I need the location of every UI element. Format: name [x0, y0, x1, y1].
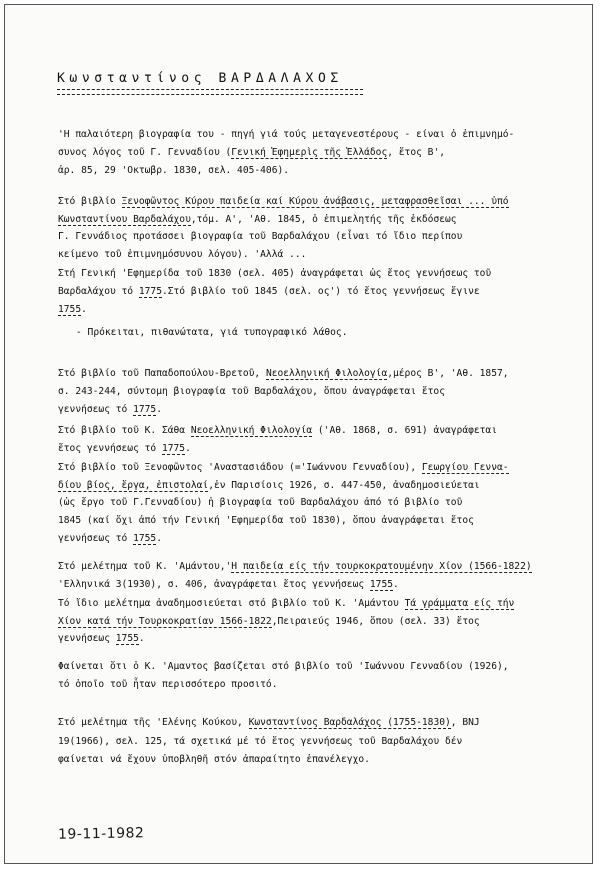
text-line: [58, 214, 457, 226]
underlined-title: Κωνσταντίνος Βαρδαλάχος (1755-1830): [248, 717, 451, 728]
underlined-title: 1755: [369, 579, 394, 590]
text-segment: Στή Γενική 'Εφημερίδα τοῦ 1830 (σελ. 405) ἀναγράφεται ὡς ἔτος γεννήσεως τοῦ: [58, 268, 492, 279]
text-line: [58, 147, 445, 159]
text-line: [58, 754, 370, 766]
underlined-title: 1755: [58, 304, 82, 315]
text-line: [58, 462, 509, 474]
text-segment: Στό βιβλίο: [58, 196, 122, 207]
text-segment: Γ. Γεννάδιος προτάσσει βιογραφία τοῦ Βαρδαλάχου (εἶναι τό ἴδιο περίπου: [58, 231, 463, 242]
text-segment: .: [393, 579, 399, 590]
underlined-title: 1755: [133, 533, 157, 544]
text-segment: .: [81, 304, 87, 315]
underlined-title: Νεοελληνική Φιλολογία: [265, 368, 388, 379]
text-line: [58, 386, 445, 398]
text-segment: Στό μελέτημα τοῦ Κ. 'Αμάντου,': [58, 561, 232, 572]
text-line: [58, 249, 306, 261]
text-segment: 'Η παλαιότερη βιογραφία του - πηγή γιά τούς μεταγενεστέρους - είναι ὁ ἐπιμνημό-: [58, 129, 515, 140]
underlined-title: Χίον κατά τήν Τουρκοκρατίαν 1566-1822: [58, 616, 272, 627]
title-double-rule-bottom: [57, 94, 363, 95]
text-line: [58, 598, 514, 610]
text-line: [58, 679, 278, 691]
underlined-title: 1775: [138, 286, 162, 297]
text-segment: ('Αθ. 1868, σ. 691) ἀναγράφεται: [312, 425, 497, 436]
text-line: [58, 579, 399, 591]
text-line: [58, 736, 462, 748]
text-segment: γεννήσεως: [58, 633, 116, 644]
underlined-title: 1775: [133, 404, 157, 415]
text-segment: Στό μελέτημα τῆς 'Ελένης Κούκου,: [58, 717, 249, 728]
text-segment: ,μέρος Β', 'Αθ. 1857,: [387, 368, 509, 379]
text-line: [58, 268, 491, 280]
document-title: Κωνσταντίνος ΒΑΡΔΑΛΑΧΟΣ: [57, 71, 343, 86]
text-segment: ἀρ. 85, 29 'Οκτωβρ. 1830, σελ. 405-406).: [58, 165, 290, 176]
text-line: [58, 717, 480, 729]
underlined-title: Ξενοφῶντος Κύρου παιδεία καί Κύρου ἀνάβασις, μεταφρασθεῖσαι ... ὑπό: [121, 196, 509, 207]
text-line: [58, 304, 87, 316]
text-line: [58, 616, 480, 628]
text-segment: .: [185, 443, 191, 454]
text-segment: ἔτος γεννήσεως τό: [58, 443, 162, 454]
text-line: [58, 561, 532, 573]
text-segment: κείμενο τοῦ ἐπιμνημόσυνου λόγου). 'Αλλά ...: [58, 249, 307, 260]
text-segment: Στό βιβλίο τοῦ Κ. Σάθα: [58, 425, 191, 436]
text-line: [58, 286, 480, 298]
underlined-title: Γεωργίου Γεννα-: [421, 462, 509, 473]
underlined-title: Τά γράμματα είς τήν: [404, 598, 515, 609]
text-line: [58, 497, 462, 509]
text-segment: 19(1966), σελ. 125, τά σχετικά μέ τό ἔτος γεννήσεως τοῦ Βαρδαλάχου δέν: [58, 736, 463, 747]
text-line: [58, 661, 509, 673]
text-segment: .: [138, 633, 145, 644]
text-segment: 'Ελληνικά 3(1930), σ. 406, ἀναγράφεται ἔτος γεννήσεως: [58, 579, 370, 590]
text-segment: ,τόμ. Α', 'Αθ. 1845, ὁ ἐπιμελητής τῆς ἐκδόσεως: [190, 214, 457, 225]
text-line: [58, 165, 289, 177]
text-segment: Φαίνεται ὅτι ὁ Κ. 'Αμαντος βασίζεται στό βιβλίο τοῦ 'Ιωάννου Γενναδίου (1926),: [58, 661, 509, 672]
text-segment: 1845 (καί ὄχι ἀπό τήν Γενική 'Εφημερίδα τοῦ 1830), ὅπου ἀναγράφεται ἔτος: [58, 515, 474, 526]
text-segment: .Στό βιβλίο τοῦ 1845 (σελ. ος') τό ἔτος γεννήσεως ἔγινε: [161, 286, 480, 297]
underlined-title: Γενική Ἐφημερὶς τῆς Ἑλλάδος: [231, 147, 388, 158]
underlined-title: Η παιδεία είς τήν τουρκοκρατουμένην Χίον (1566-1822): [231, 561, 532, 572]
underlined-title: 1755: [115, 633, 139, 644]
text-line: [58, 231, 462, 243]
text-line: [76, 327, 347, 339]
underlined-title: Νεοελληνική Φιλολογία: [190, 425, 313, 436]
text-segment: , BNJ: [450, 717, 480, 728]
text-line: [58, 443, 191, 455]
text-segment: γεννήσεως τό: [58, 533, 134, 544]
text-segment: γεννήσεως τό: [58, 404, 134, 415]
text-line: [58, 425, 497, 437]
underlined-title: δίου βίος, ἔργα, ἐπιστολαί: [58, 480, 209, 491]
text-segment: , ἔτος Β',: [387, 147, 445, 158]
text-line: [58, 515, 474, 527]
title-double-rule-top: [57, 89, 363, 90]
underlined-title: Κωνσταντίνου Βαρδαλάχου: [58, 214, 191, 225]
text-segment: τό ὁποῖο τοῦ ἦταν περισσότερο προσιτό.: [58, 679, 278, 690]
text-line: [58, 533, 162, 545]
text-segment: - Πρόκειται, πιθανώτατα, γιά τυπογραφικό λάθος.: [76, 327, 348, 338]
text-line: [58, 196, 509, 208]
text-line: [58, 404, 162, 416]
handwritten-date: 19-11-1982: [57, 825, 145, 843]
text-segment: ,ἐν Παρισίοις 1926, σ. 447-450, ἀναδημοσιεύεται: [208, 480, 480, 491]
text-line: [58, 480, 480, 492]
text-segment: σ. 243-244, σύντομη βιογραφία τοῦ Βαρδαλάχου, ὅπου ἀναγράφεται ἔτος: [58, 386, 445, 397]
text-segment: Στό βιβλίο τοῦ Ξενοφῶντος 'Αναστασιάδου (='Ιωάννου Γενναδίου),: [58, 462, 422, 473]
underlined-title: 1775: [161, 443, 186, 454]
text-segment: Στό βιβλίο τοῦ Παπαδοπούλου-Βρετοῦ,: [58, 368, 266, 379]
text-segment: συνος λόγος τοῦ Γ. Γενναδίου (: [58, 147, 232, 158]
text-segment: .: [156, 404, 162, 415]
text-segment: Βαρδαλάχου τό: [58, 286, 139, 297]
text-segment: φαίνεται νά ἔχουν ὑποβληθῆ στόν ἀπαραίτητο ἐπανέλεγχο.: [58, 754, 370, 765]
text-segment: .: [156, 533, 162, 544]
text-segment: (ὡς ἔργο τοῦ Γ.Γενναδίου) ἡ βιογραφία τοῦ Βαρδαλάχου ἀπό τό βιβλίο τοῦ: [58, 497, 463, 508]
text-segment: Τό ἴδιο μελέτημα ἀναδημοσιεύεται στό βιβλίο τοῦ Κ. 'Αμάντου: [58, 598, 405, 609]
text-line: [58, 129, 514, 141]
text-line: [58, 633, 145, 645]
text-segment: ,Πειραιεύς 1946, ὅπου (σελ. 33) ἔτος: [271, 616, 480, 627]
text-line: [58, 368, 509, 380]
